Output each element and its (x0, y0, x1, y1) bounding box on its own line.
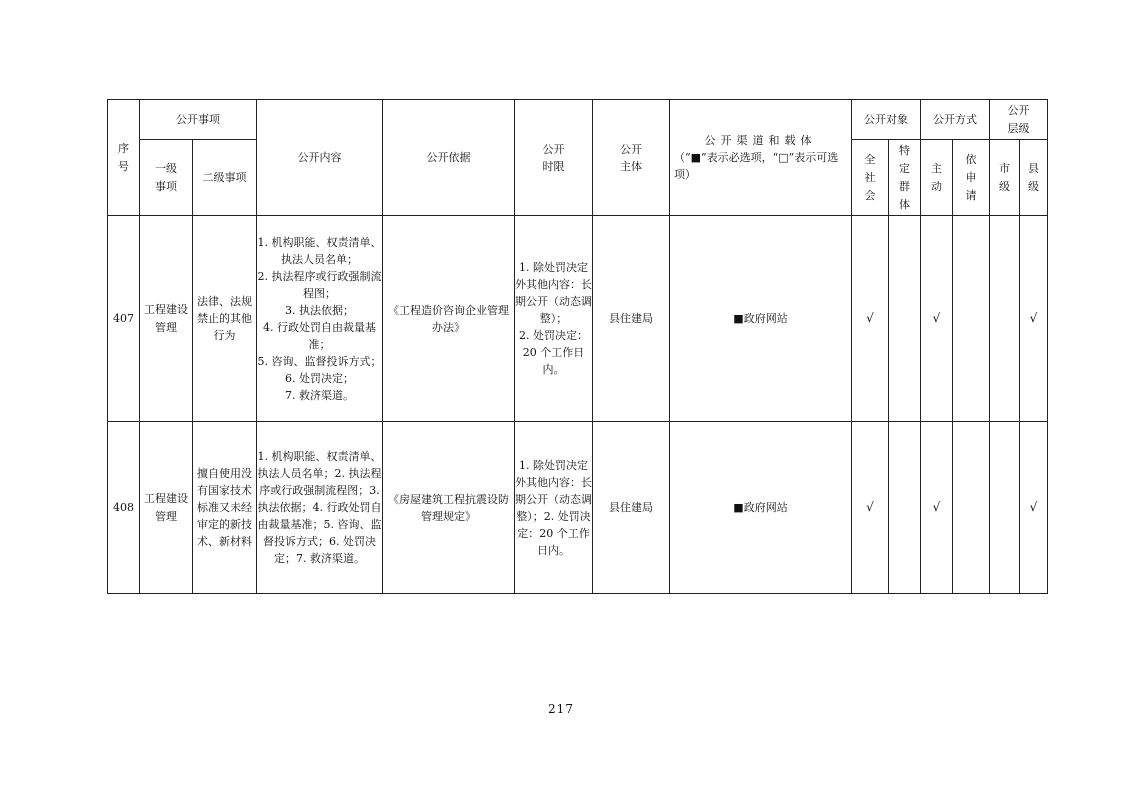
header-channel-title: 公开渠道和载体 (704, 134, 817, 147)
row-method-active: √ (921, 422, 953, 594)
page-number: 217 (548, 702, 574, 716)
row-basis: 《工程造价咨询企业管理办法》 (383, 216, 515, 422)
row-method-request (953, 422, 990, 594)
header-target-all: 全社会 (852, 140, 889, 216)
header-target-specific: 特定群体 (889, 140, 921, 216)
header-level1: 一级事项 (140, 140, 193, 216)
header-content: 公开内容 (257, 100, 383, 216)
header-channel (670, 100, 852, 216)
header-items: 公开事项 (140, 100, 257, 140)
row-basis: 《房屋建筑工程抗震设防管理规定》 (383, 422, 515, 594)
header-seq: 序号 (108, 100, 140, 216)
header-level: 公开层级 (990, 100, 1048, 140)
header-method-request: 依申请 (953, 140, 990, 216)
row-subject: 县住建局 (593, 216, 670, 422)
table-row (108, 422, 1048, 594)
row-method-request (953, 216, 990, 422)
row-level2: 法律、法规禁止的其他行为 (193, 216, 257, 422)
row-content: 1. 机构职能、权责清单、执法人员名单；2. 执法程序或行政强制流程图；3. 执法依据；4. 行政处罚自由裁量基准；5. 咨询、监督投诉方式；6. 处罚决定；7. 救济渠道。 (257, 422, 383, 594)
header-level-city: 市级 (990, 140, 1020, 216)
header-channel-note: （“■”表示必选项，“□”表示可选项） (674, 151, 839, 181)
row-seq: 407 (108, 216, 140, 422)
row-method-active: √ (921, 216, 953, 422)
row-target-specific (889, 422, 921, 594)
header-subject: 公开 主体 (593, 100, 670, 216)
header-basis: 公开依据 (383, 100, 515, 216)
table-row (108, 216, 1048, 422)
row-channel: ■政府网站 (670, 422, 852, 594)
header-method-active: 主动 (921, 140, 953, 216)
row-level1: 工程建设管理 (140, 216, 193, 422)
row-subject: 县住建局 (593, 422, 670, 594)
row-level2: 擅自使用没有国家技术标准又未经审定的新技术、新材料 (193, 422, 257, 594)
row-level1: 工程建设管理 (140, 422, 193, 594)
header-target: 公开对象 (852, 100, 921, 140)
header-level-county: 县级 (1020, 140, 1048, 216)
row-level-city (990, 216, 1020, 422)
row-level-county: √ (1020, 216, 1048, 422)
header-row-1 (108, 100, 1048, 140)
disclosure-table (107, 99, 1048, 594)
row-time-limit: 1. 除处罚决定外其他内容：长期公开（动态调整）； 2. 处罚决定：20 个工作日内。 (515, 216, 593, 422)
header-time-limit: 公开 时限 (515, 100, 593, 216)
row-target-all: √ (852, 216, 889, 422)
row-seq: 408 (108, 422, 140, 594)
row-level-county: √ (1020, 422, 1048, 594)
row-level-city (990, 422, 1020, 594)
row-time-limit: 1. 除处罚决定外其他内容：长期公开（动态调整）；2. 处罚决定：20 个工作日内。 (515, 422, 593, 594)
row-content: 1. 机构职能、权责清单、执法人员名单； 2. 执法程序或行政强制流程图； 3. 执法依据； 4. 行政处罚自由裁量基准； 5. 咨询、监督投诉方式； 6. 处罚决定； 7. 救济渠道。 (257, 216, 383, 422)
row-target-all: √ (852, 422, 889, 594)
row-target-specific (889, 216, 921, 422)
row-channel: ■政府网站 (670, 216, 852, 422)
header-level2: 二级事项 (193, 140, 257, 216)
header-method: 公开方式 (921, 100, 990, 140)
